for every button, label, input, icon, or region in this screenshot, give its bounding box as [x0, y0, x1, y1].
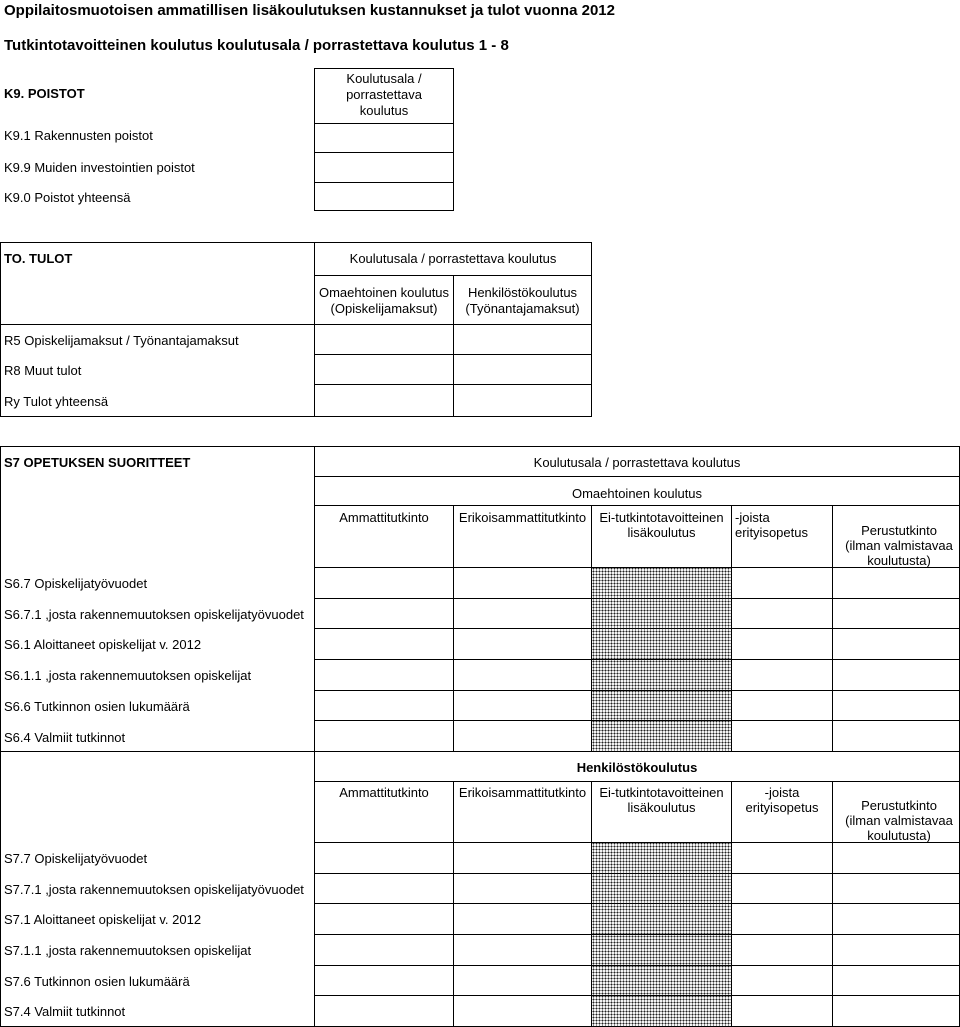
s7-col-ammattitutkinto: Ammattitutkinto: [339, 785, 429, 800]
to-col-group-header: Koulutusala / porrastettava koulutus: [349, 251, 557, 266]
to-value-cell[interactable]: [454, 385, 591, 416]
s7-col-perustutkinto: Perustutkinto: [861, 798, 937, 813]
s7-row-label: S6.1 Aloittaneet opiskelijat v. 2012: [4, 637, 202, 652]
to-row-label: R5 Opiskelijamaksut / Työnantajamaksut: [4, 333, 239, 348]
to-heading: TO. TULOT: [4, 251, 73, 266]
s7-col-ei-tutkintotavoitteinen: Ei-tutkintotavoitteinen: [599, 510, 724, 525]
s7-row-label: S7.4 Valmiit tutkinnot: [4, 1004, 126, 1019]
s7-col-ei-tutkintotavoitteinen: lisäkoulutus: [627, 800, 696, 815]
s7-col-group-header: Koulutusala / porrastettava koulutus: [533, 455, 741, 470]
k9-heading: K9. POISTOT: [4, 86, 85, 101]
s7-row-label: S6.6 Tutkinnon osien lukumäärä: [4, 699, 190, 714]
s7-col-perustutkinto: Perustutkinto: [861, 523, 937, 538]
s7-row-label: S7.1.1 ,josta rakennemuutoksen opiskelijat: [4, 943, 252, 958]
s7-section2-header: Henkilöstökoulutus: [576, 760, 698, 775]
s7-section1-header: Omaehtoinen koulutus: [571, 486, 703, 501]
s7-col-perustutkinto: (ilman valmistavaa: [845, 813, 953, 828]
s7-row-label: S7.1 Aloittaneet opiskelijat v. 2012: [4, 912, 202, 927]
k9-col-header-line-3: koulutus: [359, 103, 409, 118]
s7-row-label: S6.7.1 ,josta rakennemuutoksen opiskelijatyövuodet: [4, 607, 304, 622]
to-col1-header-line-1: Omaehtoinen koulutus: [318, 285, 450, 300]
to-value-cell[interactable]: [315, 325, 453, 354]
s7-col-erityisopetus: erityisopetus: [745, 800, 819, 815]
k9-row-label: K9.0 Poistot yhteensä: [4, 190, 131, 205]
s7-col-perustutkinto: koulutusta): [867, 553, 931, 568]
to-row-label: Ry Tulot yhteensä: [4, 394, 109, 409]
s7-col-ammattitutkinto: Ammattitutkinto: [339, 510, 429, 525]
document-subtitle: Tutkintotavoitteinen koulutus koulutusala / porrastettava koulutus 1 - 8: [4, 37, 509, 54]
s7-row-label: S6.4 Valmiit tutkinnot: [4, 730, 126, 745]
s7-col-ei-tutkintotavoitteinen: lisäkoulutus: [627, 525, 696, 540]
s7-row-label: S7.6 Tutkinnon osien lukumäärä: [4, 974, 190, 989]
k9-value-cell[interactable]: [315, 124, 453, 152]
to-col2-header-line-1: Henkilöstökoulutus: [467, 285, 578, 300]
s7-col-erikoisammattitutkinto: Erikoisammattitutkinto: [458, 785, 587, 800]
to-value-cell[interactable]: [315, 355, 453, 384]
to-col2-header-line-2: (Työnantajamaksut): [465, 301, 580, 316]
s7-heading: S7 OPETUKSEN SUORITTEET: [4, 455, 191, 470]
s7-col-erityisopetus: erityisopetus: [735, 525, 808, 540]
to-row-label: R8 Muut tulot: [4, 363, 82, 378]
to-value-cell[interactable]: [454, 325, 591, 354]
k9-value-cell[interactable]: [315, 183, 453, 210]
to-value-cell[interactable]: [454, 355, 591, 384]
k9-col-header-line-1: Koulutusala /: [346, 71, 422, 86]
s7-col-erikoisammattitutkinto: Erikoisammattitutkinto: [458, 510, 587, 525]
k9-value-cell[interactable]: [315, 153, 453, 182]
k9-row-label: K9.1 Rakennusten poistot: [4, 128, 153, 143]
s7-col-ei-tutkintotavoitteinen: Ei-tutkintotavoitteinen: [599, 785, 724, 800]
s7-row-label: S7.7 Opiskelijatyövuodet: [4, 851, 148, 866]
s7-col-perustutkinto: (ilman valmistavaa: [845, 538, 953, 553]
k9-row-label: K9.9 Muiden investointien poistot: [4, 160, 195, 175]
s7-row-label: S6.1.1 ,josta rakennemuutoksen opiskelijat: [4, 668, 252, 683]
s7-row-label: S6.7 Opiskelijatyövuodet: [4, 576, 148, 591]
to-value-cell[interactable]: [315, 385, 453, 416]
s7-row-label: S7.7.1 ,josta rakennemuutoksen opiskelijatyövuodet: [4, 882, 304, 897]
document-title: Oppilaitosmuotoisen ammatillisen lisäkoulutuksen kustannukset ja tulot vuonna 2012: [4, 2, 615, 19]
s7-col-erityisopetus: -joista: [764, 785, 800, 800]
s7-col-perustutkinto: koulutusta): [867, 828, 931, 843]
s7-col-erityisopetus: -joista: [735, 510, 770, 525]
to-col1-header-line-2: (Opiskelijamaksut): [330, 301, 438, 316]
k9-col-header-line-2: porrastettava: [346, 87, 422, 102]
